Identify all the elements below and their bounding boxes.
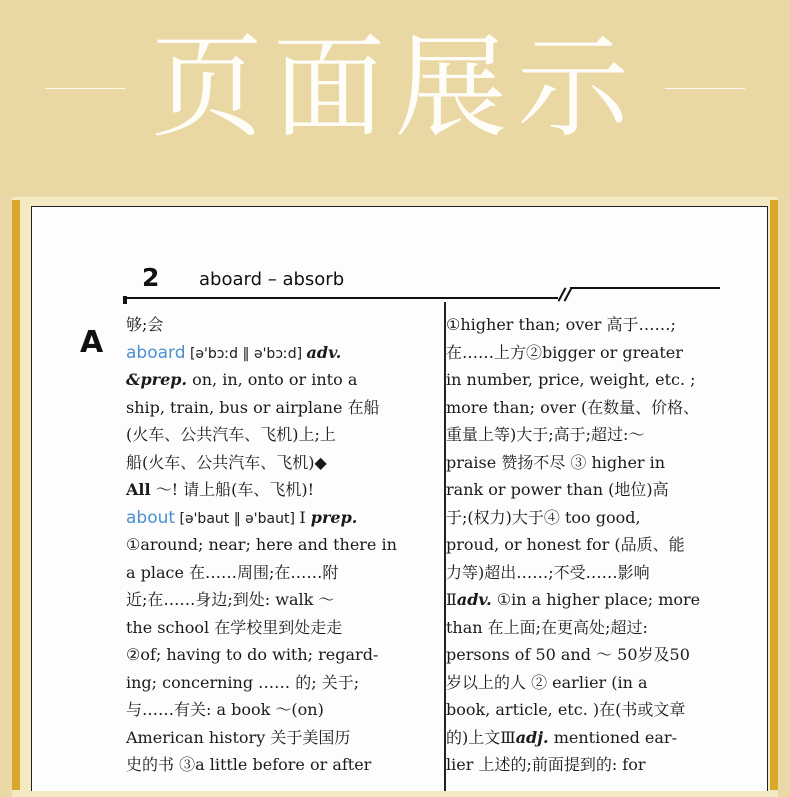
entry-line bbox=[446, 311, 728, 339]
entry-line bbox=[126, 669, 416, 697]
entry-text: ①around; near; here and there in bbox=[126, 535, 397, 554]
entry-line bbox=[446, 586, 728, 614]
entry-text: 力等)超出……;不受……影响 bbox=[446, 562, 650, 582]
entry-text: ②of; having to do with; regard- bbox=[126, 645, 379, 664]
entry-text: 在……上方②bigger or greater bbox=[446, 342, 683, 362]
entry-line bbox=[446, 531, 728, 559]
entry-text: [ə'baut ‖ ə'baut] bbox=[175, 510, 300, 527]
entry-text: on, in, onto or into a bbox=[187, 370, 358, 389]
entry-text: All bbox=[126, 480, 151, 499]
entry-line bbox=[126, 586, 416, 614]
entry-line bbox=[126, 504, 416, 532]
entry-text: ing; concerning …… 的; 关于; bbox=[126, 672, 360, 692]
entry-text: Ⅰ bbox=[299, 507, 311, 527]
dictionary-page bbox=[31, 206, 768, 791]
entry-text: ship, train, bus or airplane 在船 bbox=[126, 397, 380, 417]
entry-line bbox=[126, 449, 416, 477]
entry-line bbox=[126, 339, 416, 367]
entry-text: Ⅱ bbox=[446, 590, 457, 609]
entry-line bbox=[446, 559, 728, 587]
entry-text: American history 关于美国历 bbox=[126, 727, 351, 747]
entry-text: (火车、公共汽车、飞机)上;上 bbox=[126, 425, 336, 444]
entry-text: 岁以上的人 ② earlier (in a bbox=[446, 672, 648, 692]
entry-text: lier 上述的;前面提到的: for bbox=[446, 755, 646, 774]
entry-text: persons of 50 and ～ 50岁及50 bbox=[446, 645, 690, 664]
entry-line bbox=[446, 394, 728, 422]
headword: aboard bbox=[126, 342, 186, 363]
entry-line bbox=[126, 559, 416, 587]
entry-line bbox=[446, 751, 728, 779]
left-column bbox=[126, 311, 416, 779]
entry-line bbox=[126, 724, 416, 752]
entry-line bbox=[446, 421, 728, 449]
entry-line bbox=[446, 669, 728, 697]
page-number: 2 bbox=[142, 263, 160, 292]
entry-line bbox=[126, 366, 416, 394]
header-rule bbox=[123, 297, 558, 299]
entry-line bbox=[126, 531, 416, 559]
entry-line bbox=[126, 751, 416, 779]
entry-line bbox=[126, 614, 416, 642]
part-of-speech: adj. bbox=[515, 727, 549, 747]
entry-line bbox=[446, 449, 728, 477]
banner bbox=[0, 0, 790, 195]
entry-text: 与……有关: a book ～(on) bbox=[126, 700, 324, 719]
entry-line bbox=[446, 724, 728, 752]
entry-line bbox=[126, 394, 416, 422]
banner-title: 页面展示 bbox=[151, 23, 639, 153]
frame-bar-left bbox=[12, 200, 20, 790]
entry-text: 船(火车、公共汽车、飞机)◆ bbox=[126, 452, 327, 472]
entry-text: ①higher than; over 高于……; bbox=[446, 315, 676, 334]
entry-text: praise 赞扬不尽 ③ higher in bbox=[446, 452, 666, 472]
section-letter: A bbox=[80, 325, 104, 360]
entry-text: ～! 请上船(车、飞机)! bbox=[150, 480, 315, 499]
entry-line bbox=[446, 696, 728, 724]
headword: about bbox=[126, 507, 176, 528]
banner-divider-right bbox=[665, 88, 745, 89]
part-of-speech: adv. bbox=[456, 590, 492, 609]
entry-text: book, article, etc. )在(书或文章 bbox=[446, 700, 686, 719]
entry-line bbox=[126, 476, 416, 504]
entry-text: 史的书 ③a little before or after bbox=[126, 755, 372, 774]
header-rule-right bbox=[570, 287, 720, 289]
part-of-speech: prep. bbox=[310, 507, 358, 527]
entry-line bbox=[446, 504, 728, 532]
entry-text: 的)上文Ⅲ bbox=[446, 727, 516, 747]
right-column bbox=[446, 311, 728, 779]
frame-bar-right bbox=[770, 200, 778, 790]
entry-text: more than; over (在数量、价格、 bbox=[446, 397, 700, 417]
entry-text: the school 在学校里到处走走 bbox=[126, 617, 343, 637]
entry-text: in number, price, weight, etc. ; bbox=[446, 370, 696, 389]
entry-line bbox=[126, 421, 416, 449]
entry-text: 重量上等)大于;高于;超过:～ bbox=[446, 425, 645, 444]
entry-text: mentioned ear- bbox=[548, 727, 677, 747]
entry-line bbox=[126, 641, 416, 669]
entry-line bbox=[446, 366, 728, 394]
part-of-speech: adv. bbox=[306, 342, 342, 362]
part-of-speech: &prep. bbox=[126, 370, 187, 389]
entry-line bbox=[446, 339, 728, 367]
entry-line bbox=[446, 476, 728, 504]
entry-text: [ə'bɔːd ‖ ə'bɔːd] bbox=[185, 345, 307, 362]
entry-text: ①in a higher place; more bbox=[491, 590, 701, 609]
entry-line bbox=[126, 311, 416, 339]
entry-text: 够;会 bbox=[126, 315, 164, 334]
entry-line bbox=[446, 641, 728, 669]
entry-text: 于;(权力)大于④ too good, bbox=[446, 507, 641, 527]
header-rule-tick bbox=[123, 296, 127, 304]
entry-text: than 在上面;在更高处;超过: bbox=[446, 617, 648, 637]
entry-text: 近;在……身边;到处: walk ～ bbox=[126, 590, 335, 609]
entry-line bbox=[446, 614, 728, 642]
guide-words: aboard – absorb bbox=[199, 269, 345, 290]
entry-text: rank or power than (地位)高 bbox=[446, 480, 669, 499]
entry-text: proud, or honest for (品质、能 bbox=[446, 535, 685, 554]
entry-text: a place 在……周围;在……附 bbox=[126, 562, 339, 582]
entry-line bbox=[126, 696, 416, 724]
